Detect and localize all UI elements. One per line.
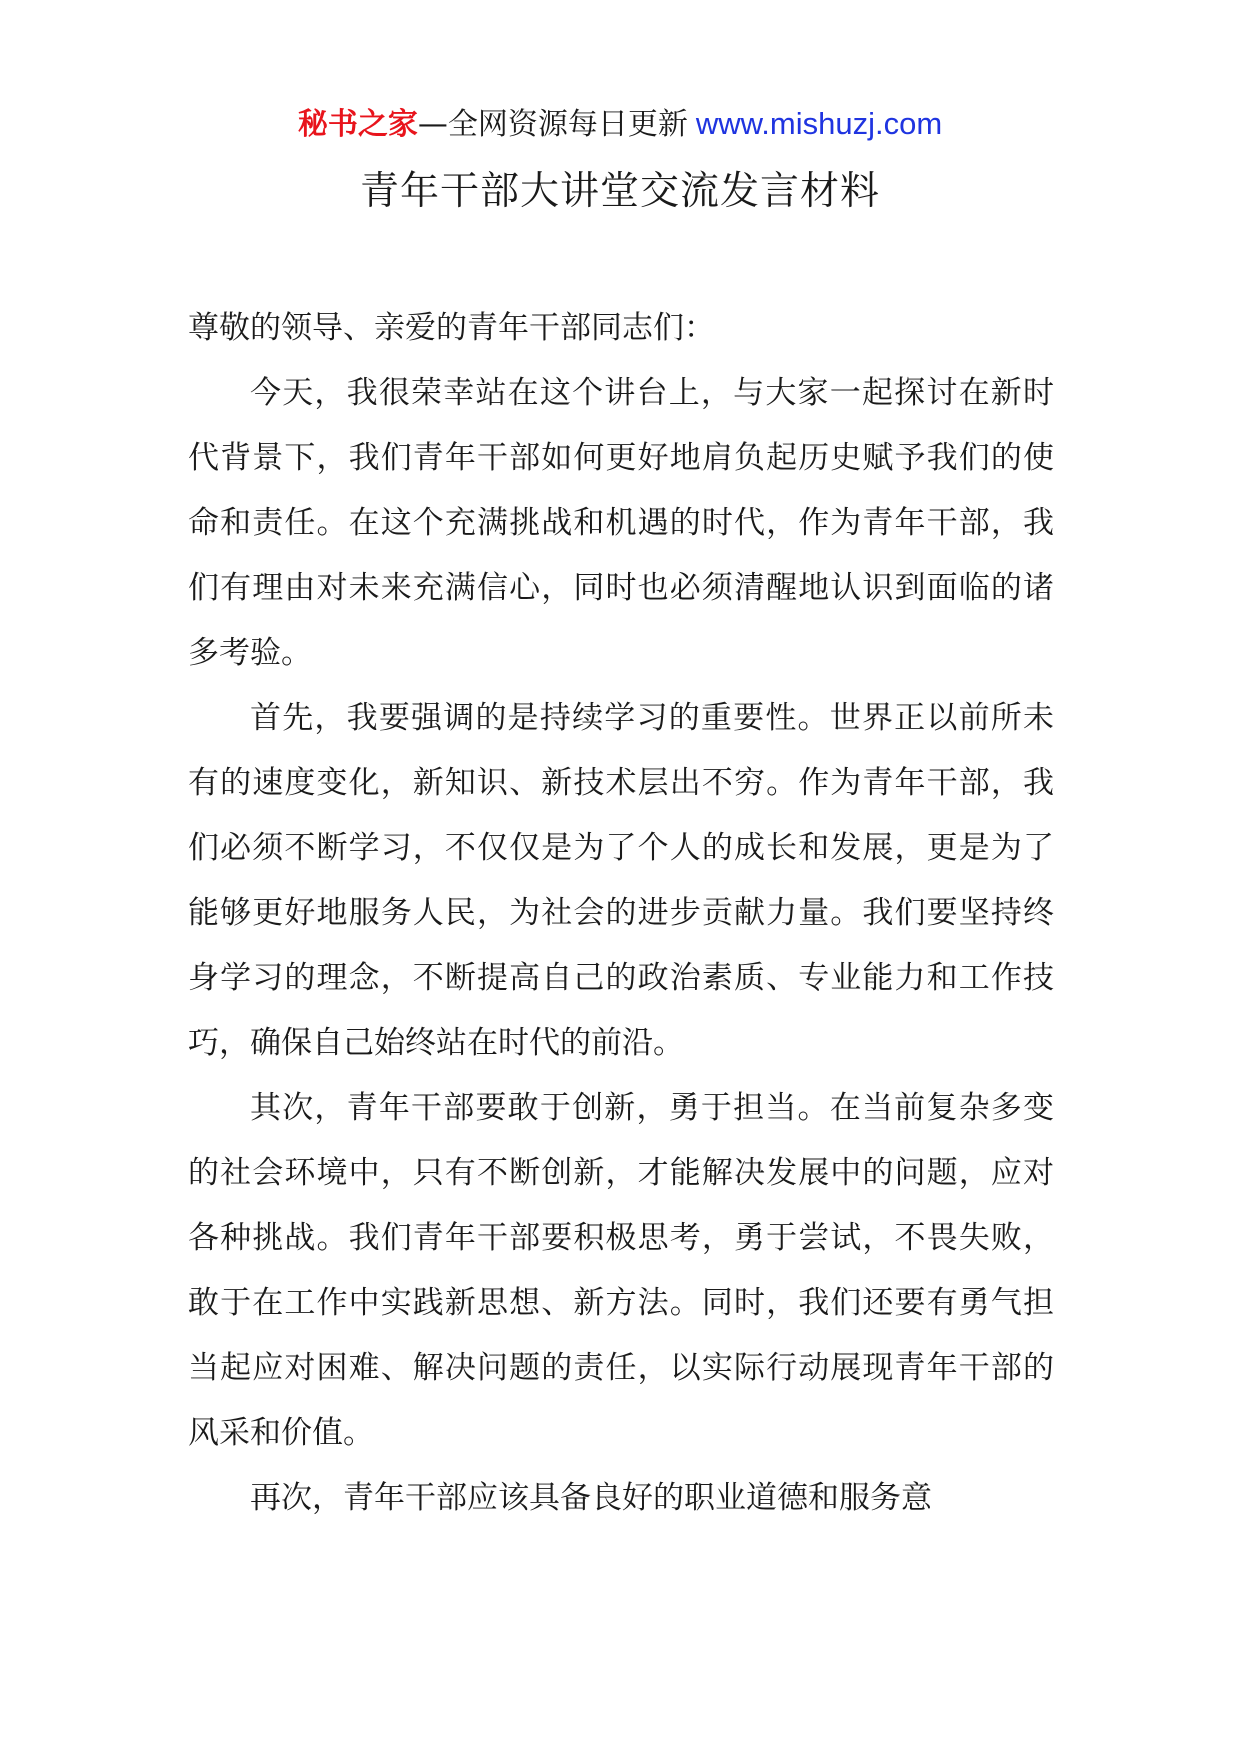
- document-body: [188, 296, 1054, 1531]
- salutation: 尊敬的领导、亲爱的青年干部同志们：: [188, 310, 715, 346]
- document-title: 青年干部大讲堂交流发言材料: [359, 169, 880, 214]
- paragraph-2: 首先，我要强调的是持续学习的重要性。世界正以前所未有的速度变化，新知识、新技术层出不穷。作为青年干部，我们必须不断学习，不仅仅是为了个人的成长和发展，更是为了能够更好地服务人民，为社会的进步贡献力量。我们要坚持终身学习的理念，不断提高自己的政治素质、专业能力和工作技巧，确保自己始终站在时代的前沿。: [188, 700, 1054, 1061]
- site-tagline: —全网资源每日更新: [417, 107, 688, 142]
- site-url-link[interactable]: www.mishuzj.com: [695, 106, 943, 141]
- site-header: [0, 104, 1240, 145]
- paragraph-4: 再次，青年干部应该具备良好的职业道德和服务意: [250, 1480, 932, 1516]
- paragraph-1: 今天，我很荣幸站在这个讲台上，与大家一起探讨在新时代背景下，我们青年干部如何更好地肩负起历史赋予我们的使命和责任。在这个充满挑战和机遇的时代，作为青年干部，我们有理由对未来充满信心，同时也必须清醒地认识到面临的诸多考验。: [188, 375, 1054, 671]
- paragraph-3: 其次，青年干部要敢于创新，勇于担当。在当前复杂多变的社会环境中，只有不断创新，才能解决发展中的问题，应对各种挑战。我们青年干部要积极思考，勇于尝试，不畏失败，敢于在工作中实践新思想、新方法。同时，我们还要有勇气担当起应对困难、解决问题的责任，以实际行动展现青年干部的风采和价值。: [188, 1090, 1054, 1451]
- site-name: 秘书之家: [297, 107, 418, 142]
